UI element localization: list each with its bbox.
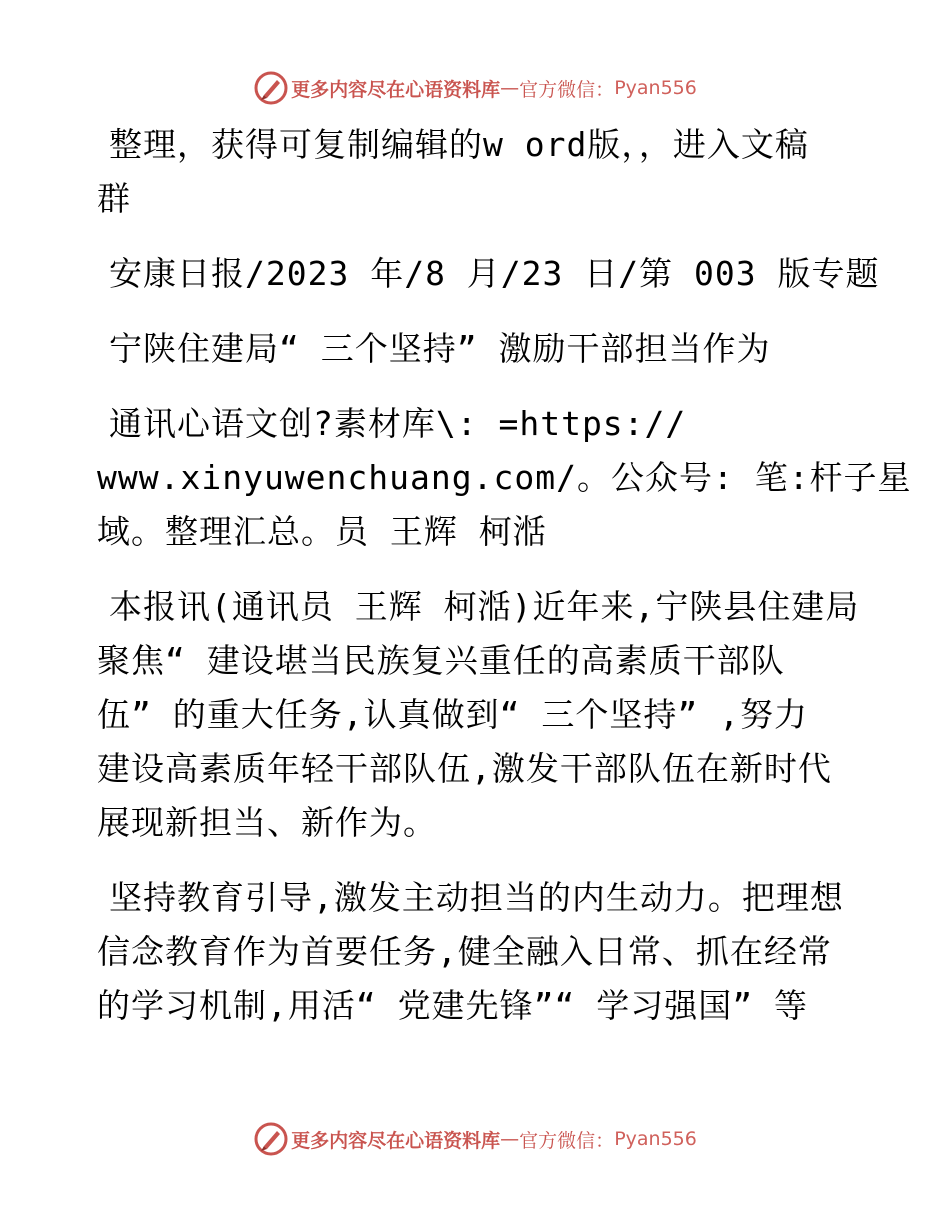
banner-wechat-id: Pyan556: [614, 1128, 697, 1150]
page-header-banner: [0, 70, 950, 106]
paragraph-1: [97, 580, 860, 850]
paragraph-2: [97, 871, 857, 1033]
text-line: 域。整理汇总。员 王辉 柯湉: [97, 512, 547, 551]
banner-dash: —: [500, 77, 520, 99]
text-line: 通讯心语文创?素材库\: =https://: [109, 404, 687, 443]
banner-wechat-label: 官方微信：: [519, 1129, 615, 1152]
text-line: 伍” 的重大任务,认真做到“ 三个坚持” ,努力: [97, 695, 808, 734]
text-line: 的学习机制,用活“ 党建先锋”“ 学习强国” 等: [97, 986, 808, 1025]
text-line: 信念教育作为首要任务,健全融入日常、抓在经常: [97, 932, 832, 971]
text-line: 安康日报/2023 年/8 月/23 日/第 003 版专题: [109, 254, 880, 293]
source-line: [97, 247, 880, 301]
text-line: 坚持教育引导,激发主动担当的内生动力。把理想: [109, 878, 844, 917]
byline-paragraph: [97, 397, 912, 559]
text-line: 宁陕住建局“ 三个坚持” 激励干部担当作为: [109, 329, 771, 368]
text-line: 建设高素质年轻干部队伍,激发干部队伍在新时代: [97, 749, 832, 788]
banner-main-text: 更多内容尽在心语资料库: [291, 78, 501, 101]
page-footer-banner: [0, 1121, 950, 1157]
text-line: 群: [97, 179, 131, 218]
text-line: 本报讯(通讯员 王辉 柯湉)近年来,宁陕县住建局: [109, 587, 860, 626]
text-line: 整理，获得可复制编辑的w ord版，，进入文稿: [109, 125, 809, 164]
intro-paragraph: [97, 118, 857, 226]
banner-wechat-id: Pyan556: [614, 77, 697, 99]
text-line: 展现新担当、新作为。: [97, 803, 437, 842]
pen-nib-icon: [253, 1121, 289, 1157]
text-line: 聚焦“ 建设堪当民族复兴重任的高素质干部队: [97, 641, 785, 680]
banner-main-text: 更多内容尽在心语资料库: [291, 1129, 501, 1152]
text-line: www.xinyuwenchuang.com/。公众号: 笔:杆子星: [97, 458, 912, 497]
article-headline: [97, 322, 857, 376]
banner-wechat-label: 官方微信：: [519, 78, 615, 101]
pen-nib-icon: [253, 70, 289, 106]
banner-dash: —: [500, 1128, 520, 1150]
document-body: [97, 118, 912, 1054]
